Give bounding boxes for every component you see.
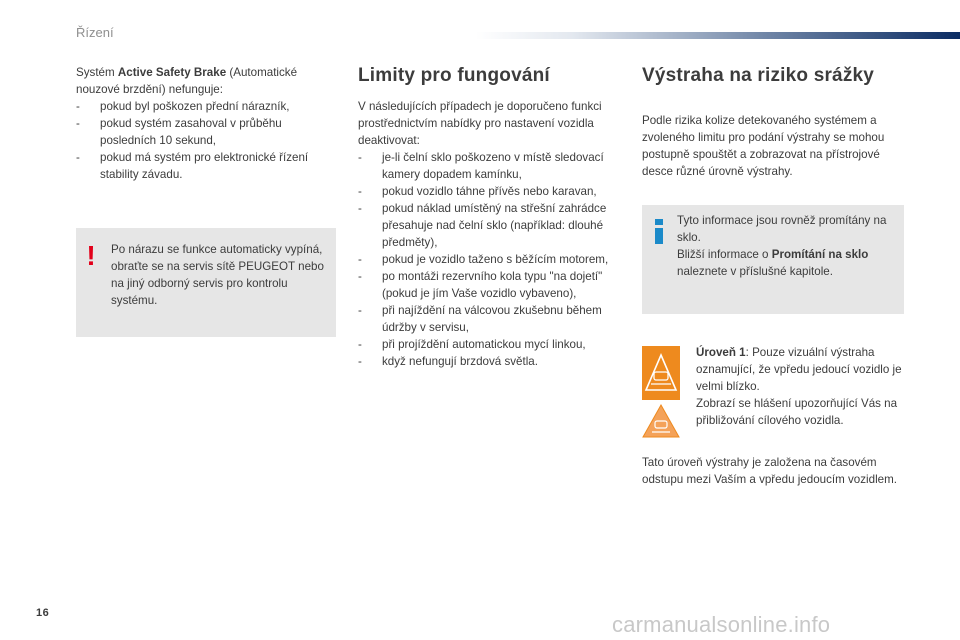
watermark: carmanualsonline.info xyxy=(612,612,831,637)
list-item: - pokud náklad umístěný na střešní zahrádce přesahuje nad čelní sklo (například: dlouhé předměty), xyxy=(358,200,624,251)
intro-suffix: (Automatické nouzové brzdění) nefunguje: xyxy=(76,66,298,96)
info-text xyxy=(677,212,897,280)
intro-bold: Active Safety Brake xyxy=(117,66,227,79)
list-item: - pokud vozidlo táhne přívěs nebo karavan, xyxy=(358,183,624,200)
info-line-2-suffix: naleznete v příslušné kapitole. xyxy=(677,265,833,278)
intro-prefix: Systém xyxy=(76,66,118,79)
level-label: Úroveň 1 xyxy=(696,346,746,359)
page-section-title: Řízení xyxy=(76,25,114,40)
info-line-2 xyxy=(677,246,897,280)
info-box xyxy=(642,205,904,314)
list-item: - pokud má systém pro elektronické řízení stability závadu. xyxy=(76,149,338,183)
column-right xyxy=(642,64,906,180)
info-line-2-prefix: Bližší informace o xyxy=(677,248,772,261)
column-left xyxy=(76,64,338,183)
info-line-2-bold: Promítání na sklo xyxy=(771,248,869,261)
time-gap-note: Tato úroveň výstrahy je založena na časovém odstupu mezi Vaším a vpředu jedoucím vozidlem. xyxy=(642,456,897,486)
list-item: - po montáži rezervního kola typu "na dojetí" (pokud je jím Vaše vozidlo vybaveno), xyxy=(358,268,624,302)
limits-list xyxy=(358,149,624,370)
collision-heading: Výstraha na riziko srážky xyxy=(642,65,875,86)
list-item: - když nefungují brzdová světla. xyxy=(358,353,624,370)
exclamation-icon: ! xyxy=(86,240,96,271)
page-number: 16 xyxy=(36,607,50,619)
level-1-line-2: Zobrazí se hlášení upozorňující Vás na přibližování cílového vozidla. xyxy=(696,397,898,427)
list-item: - při projíždění automatickou mycí linkou, xyxy=(358,336,624,353)
header-gradient-bar xyxy=(476,32,960,39)
list-item: - pokud byl poškozen přední nárazník, xyxy=(76,98,338,115)
list-item: - je-li čelní sklo poškozeno v místě sledovací kamery dopadem kamínku, xyxy=(358,149,624,183)
list-item: - pokud je vozidlo taženo s běžícím motorem, xyxy=(358,251,624,268)
limits-heading: Limity pro fungování xyxy=(358,65,550,86)
warning-box xyxy=(76,228,336,337)
warning-text: Po nárazu se funkce automaticky vypíná, obraťte se na servis sítě PEUGEOT nebo na jiný odborný servis pro kontrolu systému. xyxy=(111,243,324,307)
column-middle xyxy=(358,64,624,370)
collision-alert-icon xyxy=(642,346,680,400)
level-text-1: : Pouze vizuální výstraha oznamující, že vpředu jedoucí vozidlo je velmi blízko. xyxy=(696,346,902,393)
info-icon xyxy=(654,219,664,243)
list-item: - při najíždění na válcovou zkušebnu během údržby v servisu, xyxy=(358,302,624,336)
malfunction-list xyxy=(76,98,338,183)
collision-intro: Podle rizika kolize detekovaného systémem a zvoleného limitu pro podání výstrahy se mohou postupně spouštět a zobrazovat na přístrojové desce různé úrovně výstrahy. xyxy=(642,114,885,178)
level-1-description xyxy=(696,344,908,429)
list-item: - pokud systém zasahoval v průběhu posledních 10 sekund, xyxy=(76,115,338,149)
limits-intro: V následujících případech je doporučeno funkci prostřednictvím nabídky pro nastavení vozidla deaktivovat: xyxy=(358,100,602,147)
system-intro xyxy=(76,64,338,98)
collision-warning-triangle-icon xyxy=(642,404,680,438)
info-line-1: Tyto informace jsou rovněž promítány na sklo. xyxy=(677,214,887,244)
level-1-line-1 xyxy=(696,344,908,395)
